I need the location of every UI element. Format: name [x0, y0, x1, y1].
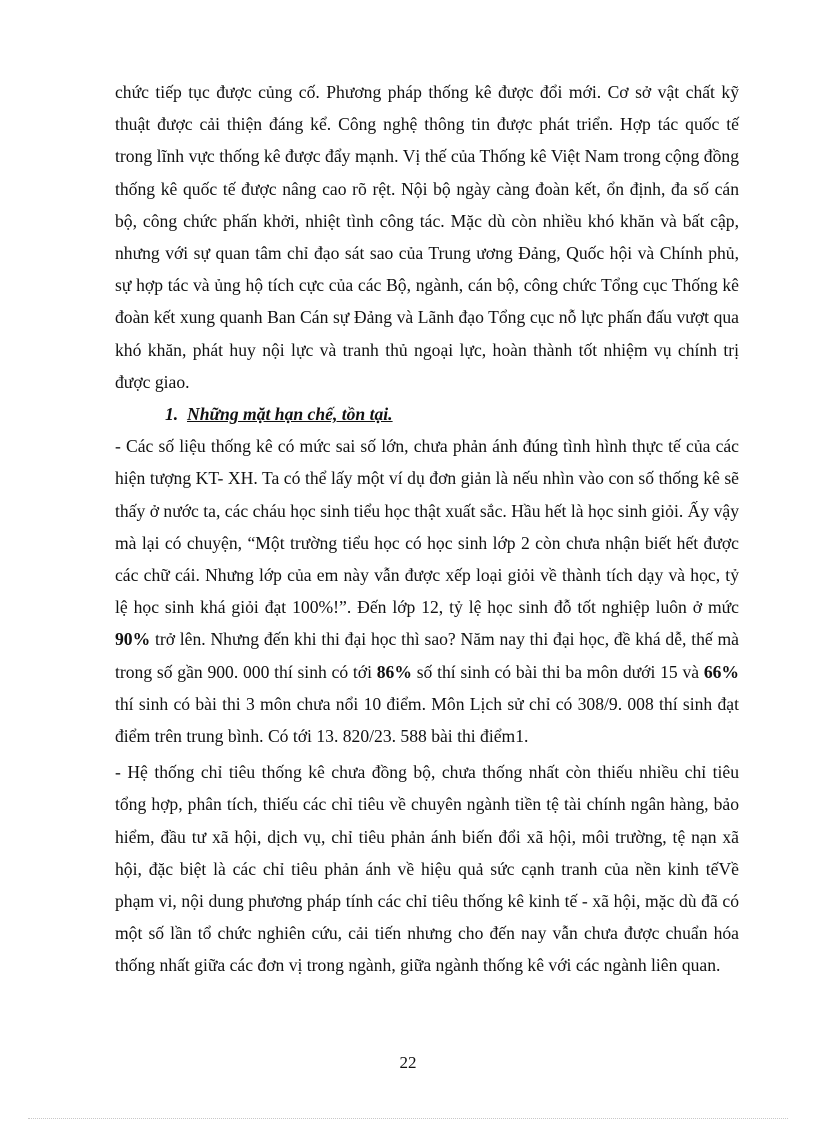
graduation-rate-value: 90% [115, 629, 151, 650]
paragraph-statistics-errors-part-2: trở lên. Nhưng đến khi thi đại học thì sao? Năm nay thi đại học, đề khá dễ, thế mà trong số gần 900. 000 thí sinh có tới [115, 629, 739, 682]
section-heading-number: 1. [165, 404, 179, 425]
document-body [115, 76, 739, 982]
below-10-rate-value: 66% [703, 661, 740, 682]
section-heading-text: Những mặt hạn chế, tồn tại. [187, 404, 393, 425]
paragraph-statistics-errors-part-3: số thí sinh có bài thi ba môn dưới 15 và [411, 661, 704, 682]
paragraph-indicator-system: - Hệ thống chỉ tiêu thống kê chưa đồng bộ, chưa thống nhất còn thiếu nhiều chỉ tiêu tổng hợp, phân tích, thiếu các chỉ tiêu về chuyên ngành tiền tệ tài chính ngân hàng, bảo hiểm, đầu tư xã hội, dịch vụ, chỉ tiêu phản ánh biến đổi xã hội, môi trường, tệ nạn xã hội, đặc biệt là các chỉ tiêu phản ánh về hiệu quả sức cạnh tranh của nền kinh tếVề phạm vi, nội dung phương pháp tính các chỉ tiêu thống kê kinh tế - xã hội, mặc dù đã có một số lần tổ chức nghiên cứu, cải tiến nhưng cho đến nay vẫn chưa được chuẩn hóa thống nhất giữa các đơn vị trong ngành, giữa ngành thống kê với các ngành liên quan. [115, 762, 739, 976]
section-heading [115, 398, 739, 430]
paragraph-statistics-errors-part-1: - Các số liệu thống kê có mức sai số lớn, chưa phản ánh đúng tình hình thực tế của các hiện tượng KT- XH. Ta có thể lấy một ví dụ đơn giản là nếu nhìn vào con số thống kê sẽ thấy ở nước ta, các cháu học sinh tiểu học thật xuất sắc. Hầu hết là học sinh giỏi. Ấy vậy mà lại có chuyện, “Một trường tiểu học có học sinh lớp 2 còn chưa nhận biết hết được các chữ cái. Nhưng lớp của em này vẫn được xếp loại giỏi về thành tích dạy và học, tỷ lệ học sinh khá giỏi đạt 100%!”. Đến lớp 12, tỷ lệ học sinh đỗ tốt nghiệp luôn ở mức [115, 436, 739, 618]
page-bottom-divider [28, 1118, 788, 1119]
below-15-rate-value: 86% [376, 661, 412, 682]
paragraph-intro: chức tiếp tục được củng cố. Phương pháp thống kê được đổi mới. Cơ sở vật chất kỹ thuật được cải thiện đáng kể. Công nghệ thông tin được phát triển. Hợp tác quốc tế trong lĩnh vực thống kê được đẩy mạnh. Vị thế của Thống kê Việt Nam trong cộng đồng thống kê quốc tế được nâng cao rõ rệt. Nội bộ ngày càng đoàn kết, ổn định, đa số cán bộ, công chức phấn khởi, nhiệt tình công tác. Mặc dù còn nhiều khó khăn và bất cập, nhưng với sự quan tâm chỉ đạo sát sao của Trung ương Đảng, Quốc hội và Chính phủ, sự hợp tác và ủng hộ tích cực của các Bộ, ngành, cán bộ, công chức Tổng cục Thống kê đoàn kết xung quanh Ban Cán sự Đảng và Lãnh đạo Tổng cục nỗ lực phấn đấu vượt qua khó khăn, phát huy nội lực và tranh thủ ngoại lực, hoàn thành tốt nhiệm vụ chính trị được giao. [115, 82, 739, 392]
paragraph-statistics-errors [115, 430, 739, 752]
paragraph-statistics-errors-part-4: thí sinh có bài thi 3 môn chưa nổi 10 điểm. Môn Lịch sử chỉ có 308/9. 008 thí sinh đạt điểm trên trung bình. Có tới 13. 820/23. 588 bài thi điểm1. [115, 693, 739, 747]
page-number: 22 [399, 1053, 417, 1072]
